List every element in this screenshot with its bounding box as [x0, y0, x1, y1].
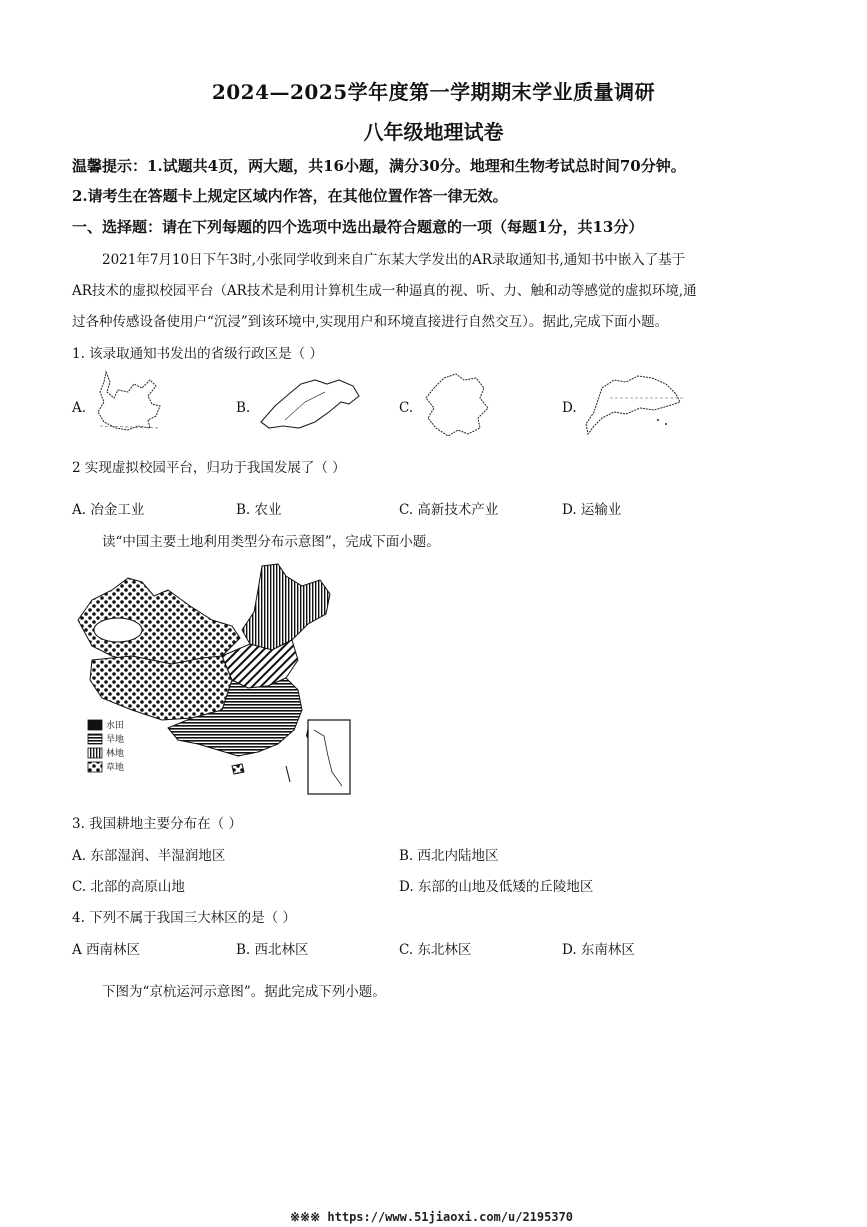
q1-option-d-label[interactable]: D. [562, 400, 577, 416]
question-2-stem: 2 实现虚拟校园平台，归功于我国发展了（ ） [72, 460, 346, 476]
q1-option-b-label[interactable]: B. [236, 400, 251, 416]
q2-option-d[interactable]: D. 运输业 [562, 502, 622, 518]
q1-option-a-map [90, 368, 175, 443]
q1-option-d-map [580, 368, 690, 443]
passage-1-line-3: 过各种传感设备使用户“沉浸”到该环境中,实现用户和环境直接进行自然交互）。据此,完成下面小题。 [72, 314, 669, 330]
exam-subtitle: 八年级地理试卷 [363, 120, 504, 144]
question-3-stem: 3. 我国耕地主要分布在（ ） [72, 816, 242, 832]
question-4-stem: 4. 下列不属于我国三大林区的是（ ） [72, 910, 296, 926]
passage-1-line-2: AR技术的虚拟校园平台（AR技术是利用计算机生成一种逼真的视、听、力、触和动等感觉的虚拟环境,通 [72, 283, 697, 299]
notice-line-1: 温馨提示：1.试题共4页，两大题，共16小题，满分30分。地理和生物考试总时间70分钟。 [72, 157, 686, 175]
q2-option-c[interactable]: C. 高新技术产业 [399, 502, 499, 518]
legend-paddy: 水田 [106, 721, 125, 731]
footer-watermark-link[interactable]: ※※※ https://www.51jiaoxi.com/u/2195370 [290, 1210, 574, 1224]
q1-option-c-label[interactable]: C. [399, 400, 414, 416]
q1-option-c-map [418, 368, 498, 443]
q4-option-b[interactable]: B. 西北林区 [236, 942, 309, 958]
legend-dryland: 旱地 [106, 735, 125, 745]
q1-option-b-map [255, 372, 365, 437]
passage-3: 下图为“京杭运河示意图”。据此完成下列小题。 [102, 984, 386, 1000]
q4-option-c[interactable]: C. 东北林区 [399, 942, 472, 958]
q2-option-b[interactable]: B. 农业 [236, 502, 282, 518]
q1-option-a-label[interactable]: A. [72, 400, 87, 416]
q3-option-b[interactable]: B. 西北内陆地区 [399, 848, 499, 864]
passage-2: 读“中国主要土地利用类型分布示意图”，完成下面小题。 [102, 534, 440, 550]
question-1-stem: 1. 该录取通知书发出的省级行政区是（ ） [72, 346, 323, 362]
q3-option-d[interactable]: D. 东部的山地及低矮的丘陵地区 [399, 879, 594, 895]
section-heading: 一、选择题：请在下列每题的四个选项中选出最符合题意的一项（每题1分，共13分） [72, 218, 644, 236]
legend-grassland: 草地 [106, 763, 125, 773]
q4-option-d[interactable]: D. 东南林区 [562, 942, 635, 958]
q2-option-a[interactable]: A. 冶金工业 [72, 502, 145, 518]
q3-option-c[interactable]: C. 北部的高原山地 [72, 879, 185, 895]
exam-title: 2024—2025学年度第一学期期末学业质量调研 [211, 80, 656, 104]
passage-1-line-1: 2021年7月10日下午3时,小张同学收到来自广东某大学发出的AR录取通知书,通知书中嵌入了基于 [102, 252, 686, 268]
legend-forest: 林地 [106, 749, 125, 759]
q4-option-a[interactable]: A 西南林区 [72, 942, 141, 958]
notice-line-2: 2.请考生在答题卡上规定区域内作答，在其他位置作答一律无效。 [72, 187, 508, 205]
q3-option-a[interactable]: A. 东部湿润、半湿润地区 [72, 848, 226, 864]
